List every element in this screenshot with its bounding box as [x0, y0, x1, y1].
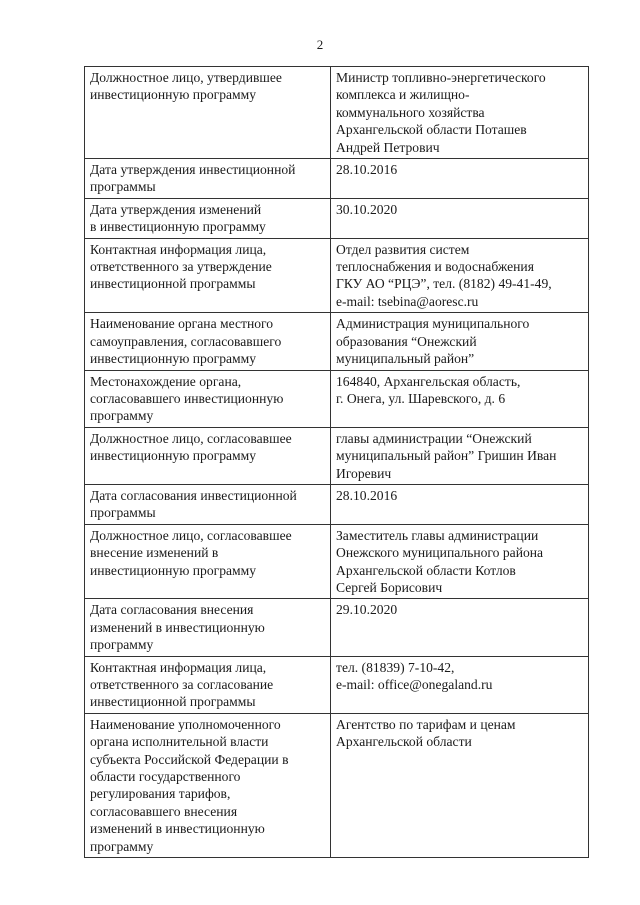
row-label-cell — [85, 370, 331, 427]
row-label-cell — [85, 198, 331, 238]
row-label: Дата согласования инвестиционной программы — [90, 487, 297, 521]
row-label: Местонахождение органа, согласовавшего инвестиционную программу — [90, 373, 284, 424]
table-row — [85, 427, 589, 484]
row-label: Дата утверждения изменений в инвестиционную программу — [90, 201, 266, 235]
table-row — [85, 159, 589, 199]
row-label-cell — [85, 238, 331, 313]
row-value: Отдел развития систем теплоснабжения и водоснабжения ГКУ АО “РЦЭ”, тел. (8182) 49-41-49, e-mail: tsebina@aoresc.ru — [336, 241, 552, 309]
table-row — [85, 67, 589, 159]
row-label-cell — [85, 67, 331, 159]
row-value-cell — [331, 370, 589, 427]
table-row — [85, 524, 589, 599]
row-label: Дата согласования внесения изменений в инвестиционную программу — [90, 602, 265, 653]
row-value: 29.10.2020 — [336, 602, 398, 618]
row-label: Дата утверждения инвестиционной программы — [90, 162, 296, 195]
row-label: Должностное лицо, согласовавшее внесение изменений в инвестиционную программу — [90, 527, 292, 578]
table-row — [85, 656, 589, 713]
row-value-cell — [331, 713, 589, 857]
row-label-cell — [85, 599, 331, 656]
row-label: Должностное лицо, согласовавшее инвестиционную программу — [90, 430, 292, 464]
table-row — [85, 313, 589, 370]
table-row — [85, 484, 589, 524]
row-value-cell — [331, 238, 589, 313]
table-row — [85, 238, 589, 313]
row-value: 164840, Архангельская область, г. Онега, ул. Шаревского, д. 6 — [336, 373, 521, 406]
row-label: Наименование органа местного самоуправления, согласовавшего инвестиционную программу — [90, 316, 282, 367]
row-label-cell — [85, 159, 331, 199]
row-label: Контактная информация лица, ответственного за утверждение инвестиционной программы — [90, 241, 272, 292]
row-label-cell — [85, 313, 331, 370]
row-value: Заместитель главы администрации Онежского муниципального района Архангельской области Котлов Сергей Борисович — [336, 527, 544, 595]
row-value-cell — [331, 427, 589, 484]
table-row — [85, 599, 589, 656]
row-value: Администрация муниципального образования “Онежский муниципальный район” — [336, 316, 530, 367]
row-label-cell — [85, 713, 331, 857]
row-value-cell — [331, 159, 589, 199]
row-label-cell — [85, 656, 331, 713]
row-value-cell — [331, 67, 589, 159]
row-label-cell — [85, 524, 331, 599]
row-label-cell — [85, 484, 331, 524]
row-value: Министр топливно-энергетического комплекса и жилищно- коммунального хозяйства Архангельской области Поташев Андрей Петрович — [336, 70, 546, 155]
table-row — [85, 370, 589, 427]
row-value: тел. (81839) 7-10-42, e-mail: office@onegaland.ru — [336, 659, 493, 692]
row-value: 30.10.2020 — [336, 201, 398, 217]
row-value-cell — [331, 524, 589, 599]
row-label: Контактная информация лица, ответственного за согласование инвестиционной программы — [90, 659, 274, 710]
row-value-cell — [331, 599, 589, 656]
row-label-cell — [85, 427, 331, 484]
row-value-cell — [331, 656, 589, 713]
row-value-cell — [331, 484, 589, 524]
row-value-cell — [331, 198, 589, 238]
row-value: 28.10.2016 — [336, 162, 398, 178]
row-label: Должностное лицо, утвердившее инвестиционную программу — [90, 70, 282, 103]
row-value: 28.10.2016 — [336, 487, 398, 503]
investment-program-info-table — [84, 66, 589, 858]
page-number: 2 — [316, 37, 324, 52]
table-row — [85, 198, 589, 238]
row-value: Агентство по тарифам и ценам Архангельской области — [336, 716, 516, 750]
row-label: Наименование уполномоченного органа исполнительной власти субъекта Российской Федерации в области государственного регулирования тарифов, согласовавшего внесения изменений в инвестиционную программу — [90, 716, 289, 854]
row-value: главы администрации “Онежский муниципальный район” Гришин Иван Игоревич — [336, 430, 557, 481]
row-value-cell — [331, 313, 589, 370]
table-row — [85, 713, 589, 857]
